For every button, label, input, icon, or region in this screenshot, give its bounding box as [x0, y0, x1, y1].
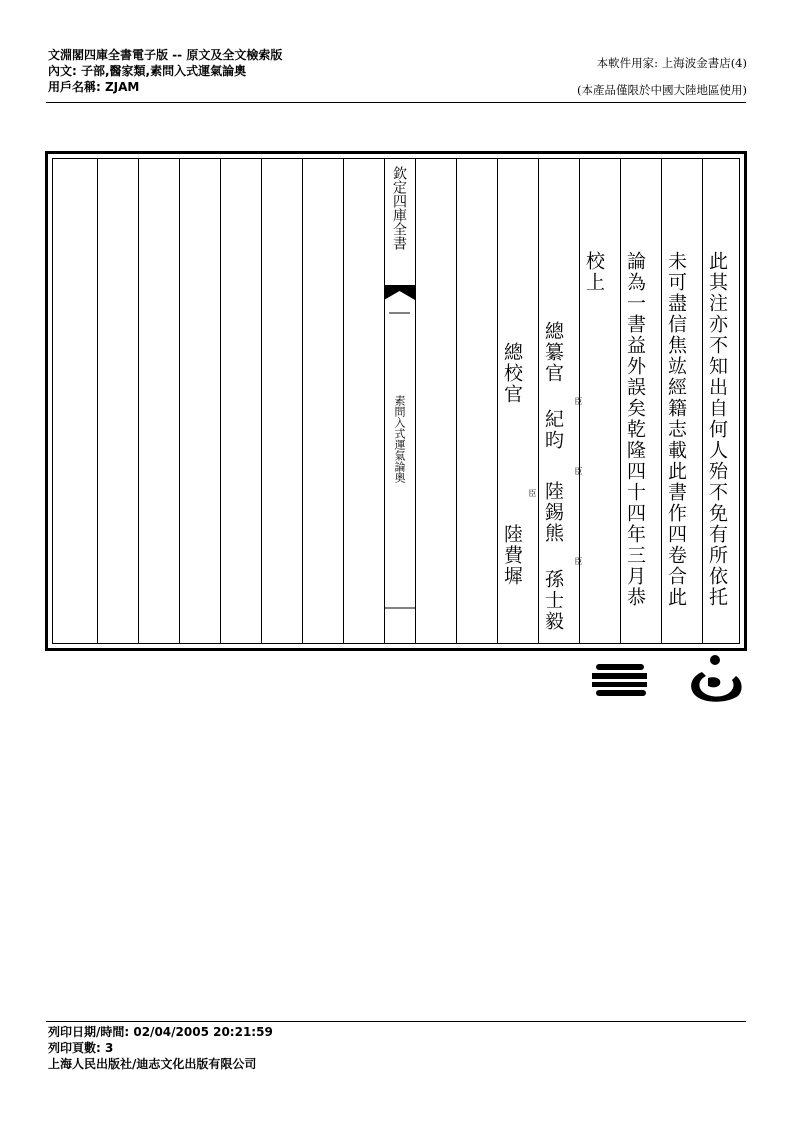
chen-mark: 臣: [574, 467, 583, 475]
column-rule: [538, 159, 539, 643]
digital-seal-logo-icon: [686, 654, 746, 706]
compiler-name-1: 紀昀: [542, 409, 564, 451]
proofreader-name: 陸費墀: [501, 524, 523, 587]
column-rule: [220, 159, 221, 643]
publisher-credit: 上海人民出版社/迪志文化出版有限公司: [48, 1057, 257, 1071]
compiler-name-2: 陸錫熊: [542, 481, 564, 544]
chen-mark: 臣: [528, 489, 537, 497]
print-pages: 列印頁數: 3: [48, 1041, 114, 1055]
column-rule: [97, 159, 98, 643]
gutter-title: 欽定四庫全書: [391, 166, 407, 250]
column-rule: [702, 159, 703, 643]
page-frame: [45, 151, 747, 651]
compiler-name-3: 孫士毅: [542, 569, 564, 632]
header-right: [577, 50, 747, 104]
header-licensee: 本軟件用家: 上海波金書店(4): [596, 56, 747, 70]
chen-mark: 臣: [574, 557, 583, 565]
page-grid: [52, 158, 740, 644]
column-rule: [456, 159, 457, 643]
column-rule: [138, 159, 139, 643]
publisher-logo-icon: [590, 662, 652, 698]
chen-mark: 臣: [574, 397, 583, 405]
text-column-1: 此其注亦不知出自何人殆不免有所依托: [706, 251, 728, 608]
header-region-note: (本產品僅限於中國大陸地區使用): [577, 83, 747, 97]
gutter-subtitle: 素問入式運氣論奧: [393, 395, 406, 483]
compiler-title: 總纂官: [542, 321, 564, 384]
column-rule: [261, 159, 262, 643]
footer: [48, 1024, 273, 1072]
column-rule: [497, 159, 498, 643]
header-username: 用戶名稱: ZJAM: [48, 80, 140, 94]
header-edition: 文淵閣四庫全書電子版 -- 原文及全文檢索版: [48, 48, 283, 62]
header-divider: [46, 102, 746, 103]
column-rule: [661, 159, 662, 643]
print-datetime: 列印日期/時間: 02/04/2005 20:21:59: [48, 1025, 273, 1039]
text-column-3: 論為一書益外誤矣乾隆四十四年三月恭: [624, 251, 646, 608]
header-left: [48, 47, 282, 95]
column-rule: [415, 159, 416, 643]
column-rule: [179, 159, 180, 643]
footer-divider: [46, 1021, 746, 1022]
column-rule: [302, 159, 303, 643]
header-content-path: 內文: 子部,醫家類,素問入式運氣論奧: [48, 64, 247, 78]
column-rule: [343, 159, 344, 643]
text-column-2: 未可盡信焦竑經籍志載此書作四卷合此: [665, 251, 687, 608]
column-rule: [620, 159, 621, 643]
text-column-4: 校上: [583, 251, 605, 293]
proofreader-title: 總校官: [501, 342, 523, 405]
